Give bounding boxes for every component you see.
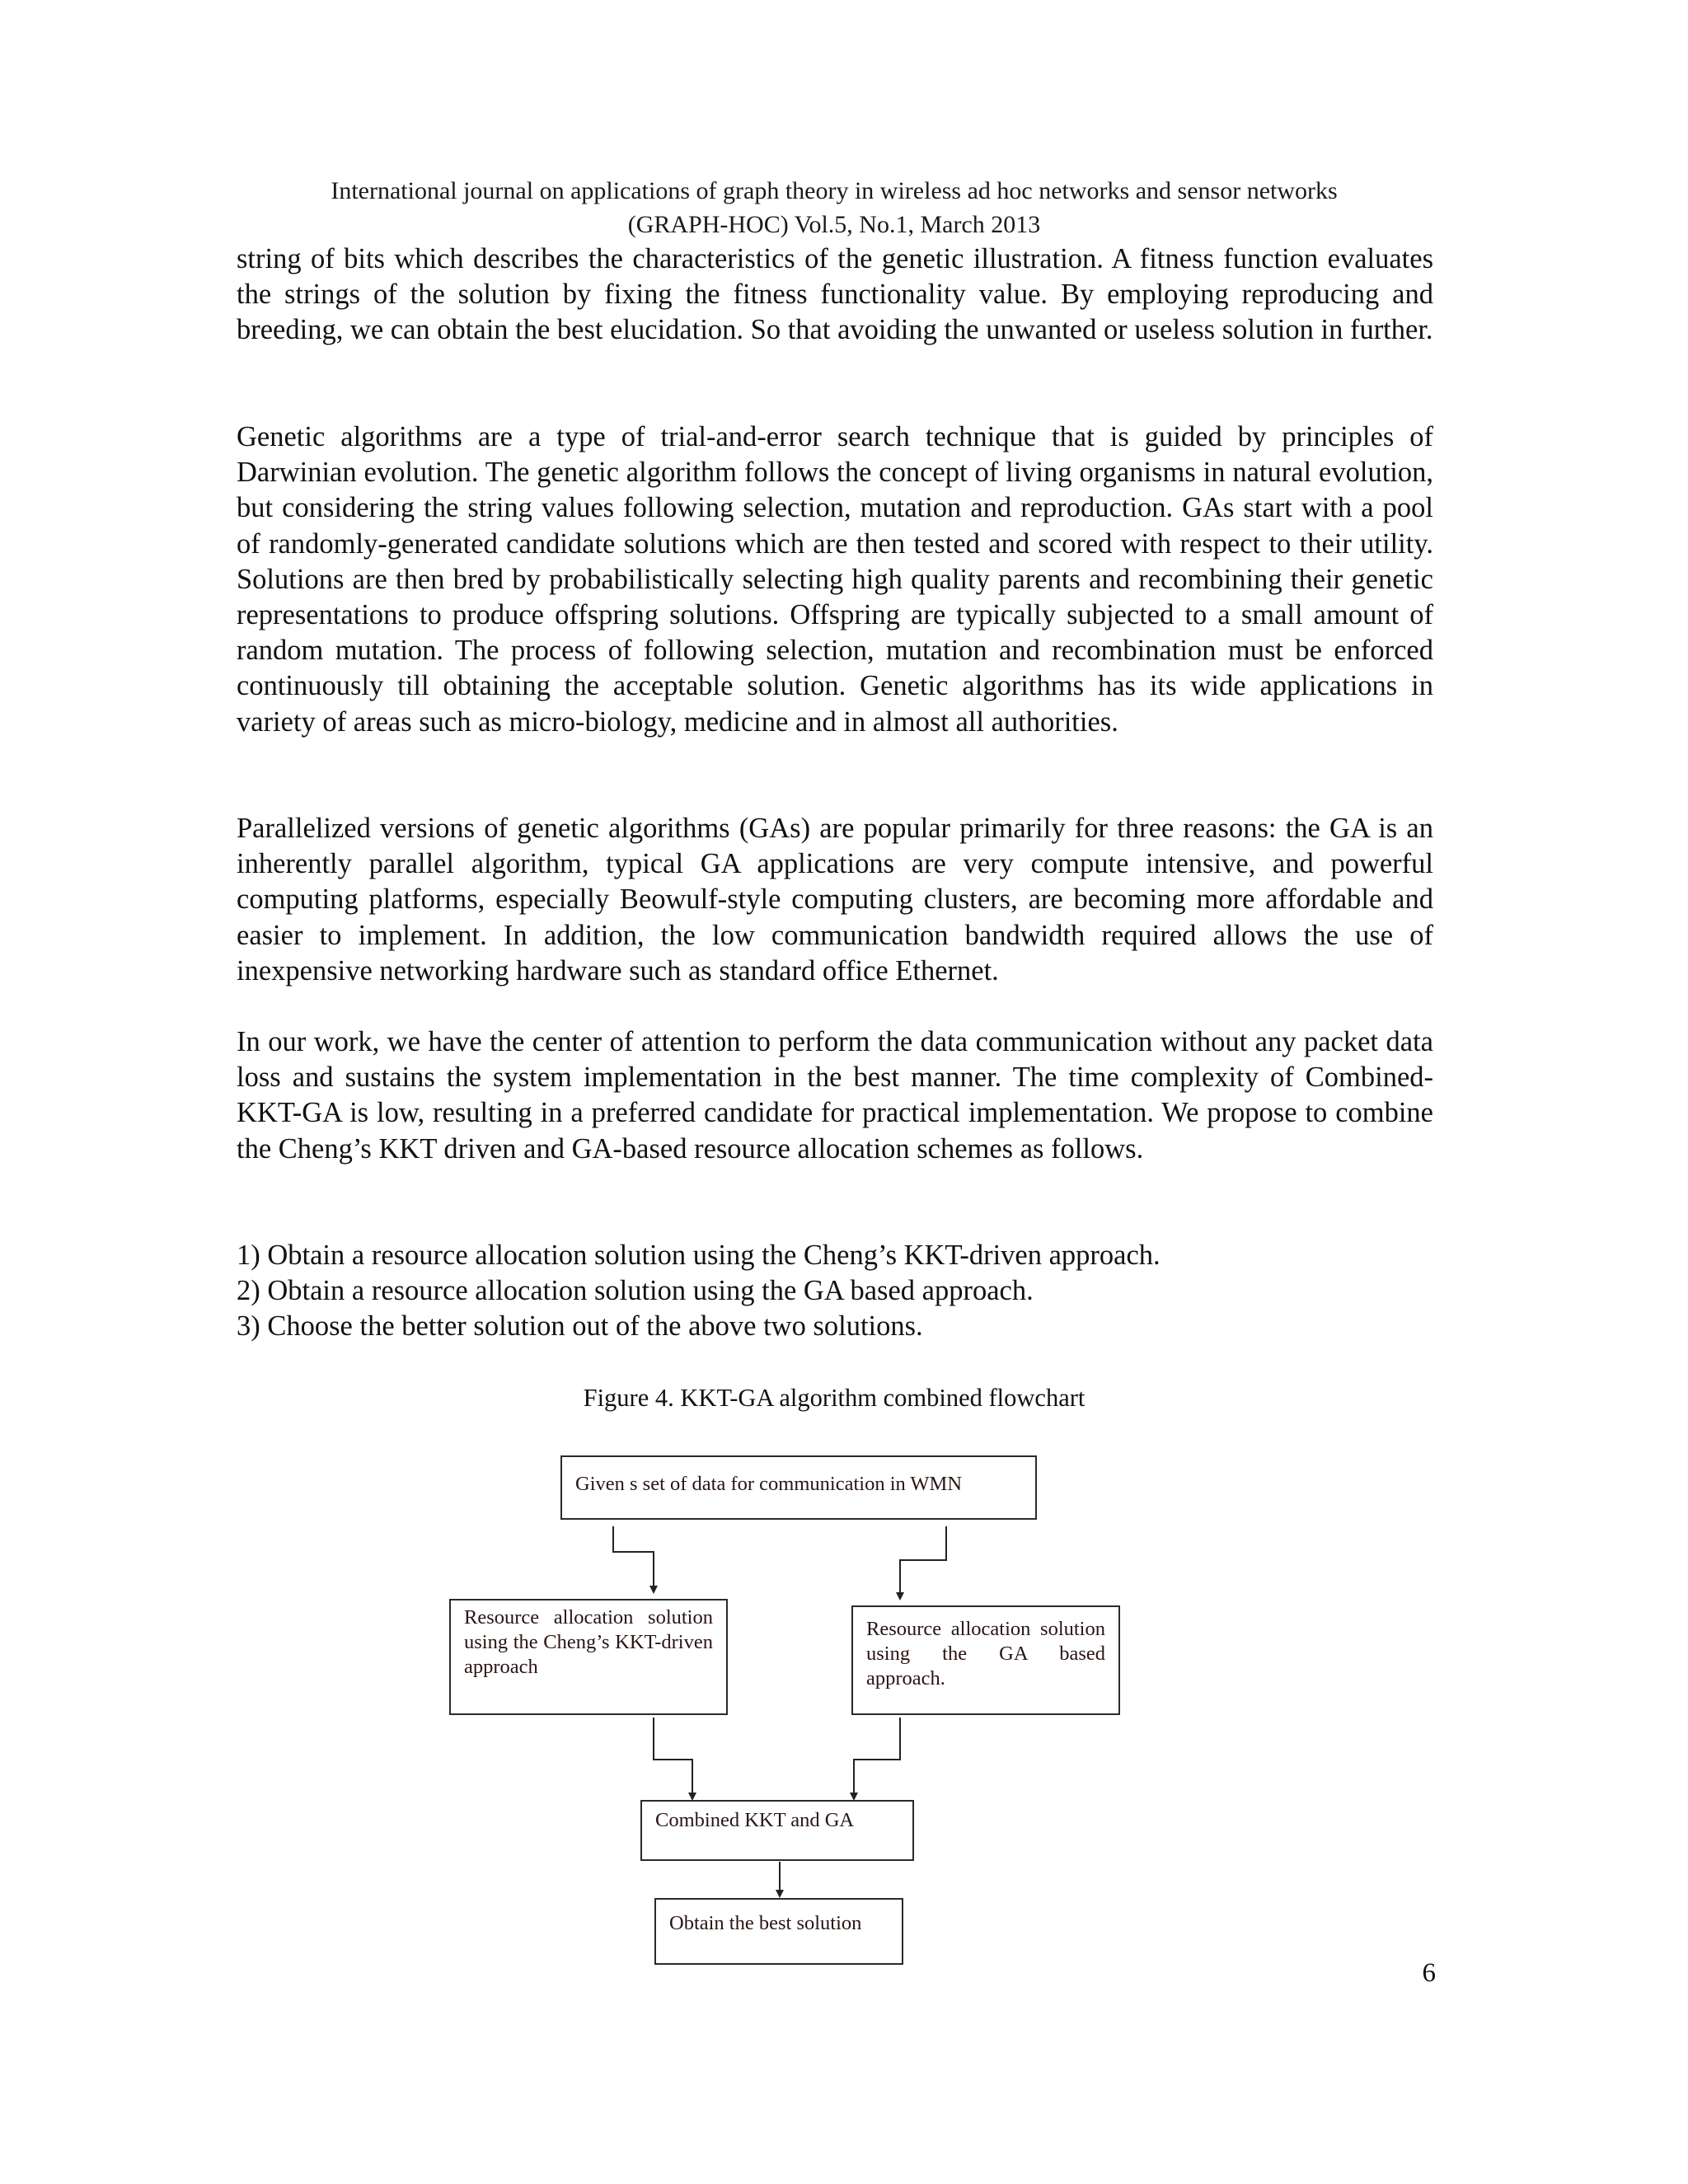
paragraph-fitness-function: string of bits which describes the characteristics of the genetic illustration. A fitness function evaluates the strings of the solution by fixing the fitness functionality value. By employing reproducing and breeding, we can obtain the best elucidation. So that avoiding the unwanted or useless solution in further. (237, 243, 1433, 346)
page-number: 6 (1422, 1958, 1436, 1988)
paragraph-parallelized-gas: Parallelized versions of genetic algorithms (GAs) are popular primarily for three reasons: the GA is an inherently parallel algorithm, typical GA applications are very compute intensive, and powerful computing platforms, especially Beowulf-style computing clusters, are becoming more affordable and easier to implement. In addition, the low communication bandwidth required allows the use of inexpensive networking hardware such as standard office Ethernet. (237, 813, 1433, 987)
flowchart-box-ga-approach: Resource allocation solution using the GA based approach. (851, 1605, 1120, 1715)
paragraph-genetic-algorithms: Genetic algorithms are a type of trial-and-error search technique that is guided by principles of Darwinian evolution. The genetic algorithm follows the concept of living organisms in natural evolution, but considering the string values following selection, mutation and reproduction. GAs start with a pool of randomly-generated candidate solutions which are then tested and scored with respect to their utility. Solutions are then bred by probabilistically selecting high quality parents and recombining their genetic representations to produce offspring solutions. Offspring are typically subjected to a small amount of random mutation. The process of following selection, mutation and recombination must be enforced continuously till obtaining the acceptable solution. Genetic algorithms has its wide applications in variety of areas such as micro-biology, medicine and in almost all authorities. (237, 421, 1433, 738)
paragraph-our-work: In our work, we have the center of attention to perform the data communication without any packet data loss and sustains the system implementation in the best manner. The time complexity of Combined-KKT-GA is low, resulting in a preferred candidate for practical implementation. We propose to combine the Cheng’s KKT driven and GA-based resource allocation schemes as follows. (237, 1026, 1433, 1165)
step-1: 1) Obtain a resource allocation solution using the Cheng’s KKT-driven approach. (237, 1240, 1160, 1271)
flowchart-box-combined: Combined KKT and GA (640, 1800, 914, 1861)
step-2: 2) Obtain a resource allocation solution using the GA based approach. (237, 1275, 1034, 1306)
flowchart-box-start: Given s set of data for communication in WMN (560, 1455, 1037, 1520)
step-3: 3) Choose the better solution out of the above two solutions. (237, 1310, 923, 1342)
figure-caption: Figure 4. KKT-GA algorithm combined flowchart (583, 1384, 1085, 1412)
arrow-kkt-to-combined (654, 1718, 692, 1799)
journal-header-line-2: (GRAPH-HOC) Vol.5, No.1, March 2013 (627, 211, 1041, 238)
flowchart-box-best-solution: Obtain the best solution (654, 1898, 903, 1965)
journal-header-line-1: International journal on applications of graph theory in wireless ad hoc networks and sensor networks (331, 177, 1338, 204)
journal-header (0, 174, 1668, 241)
arrow-start-to-ga (900, 1526, 946, 1599)
arrow-start-to-kkt (613, 1526, 654, 1592)
arrow-ga-to-combined (854, 1718, 900, 1799)
flowchart-box-kkt-approach: Resource allocation solution using the Cheng’s KKT-driven approach (449, 1599, 728, 1715)
